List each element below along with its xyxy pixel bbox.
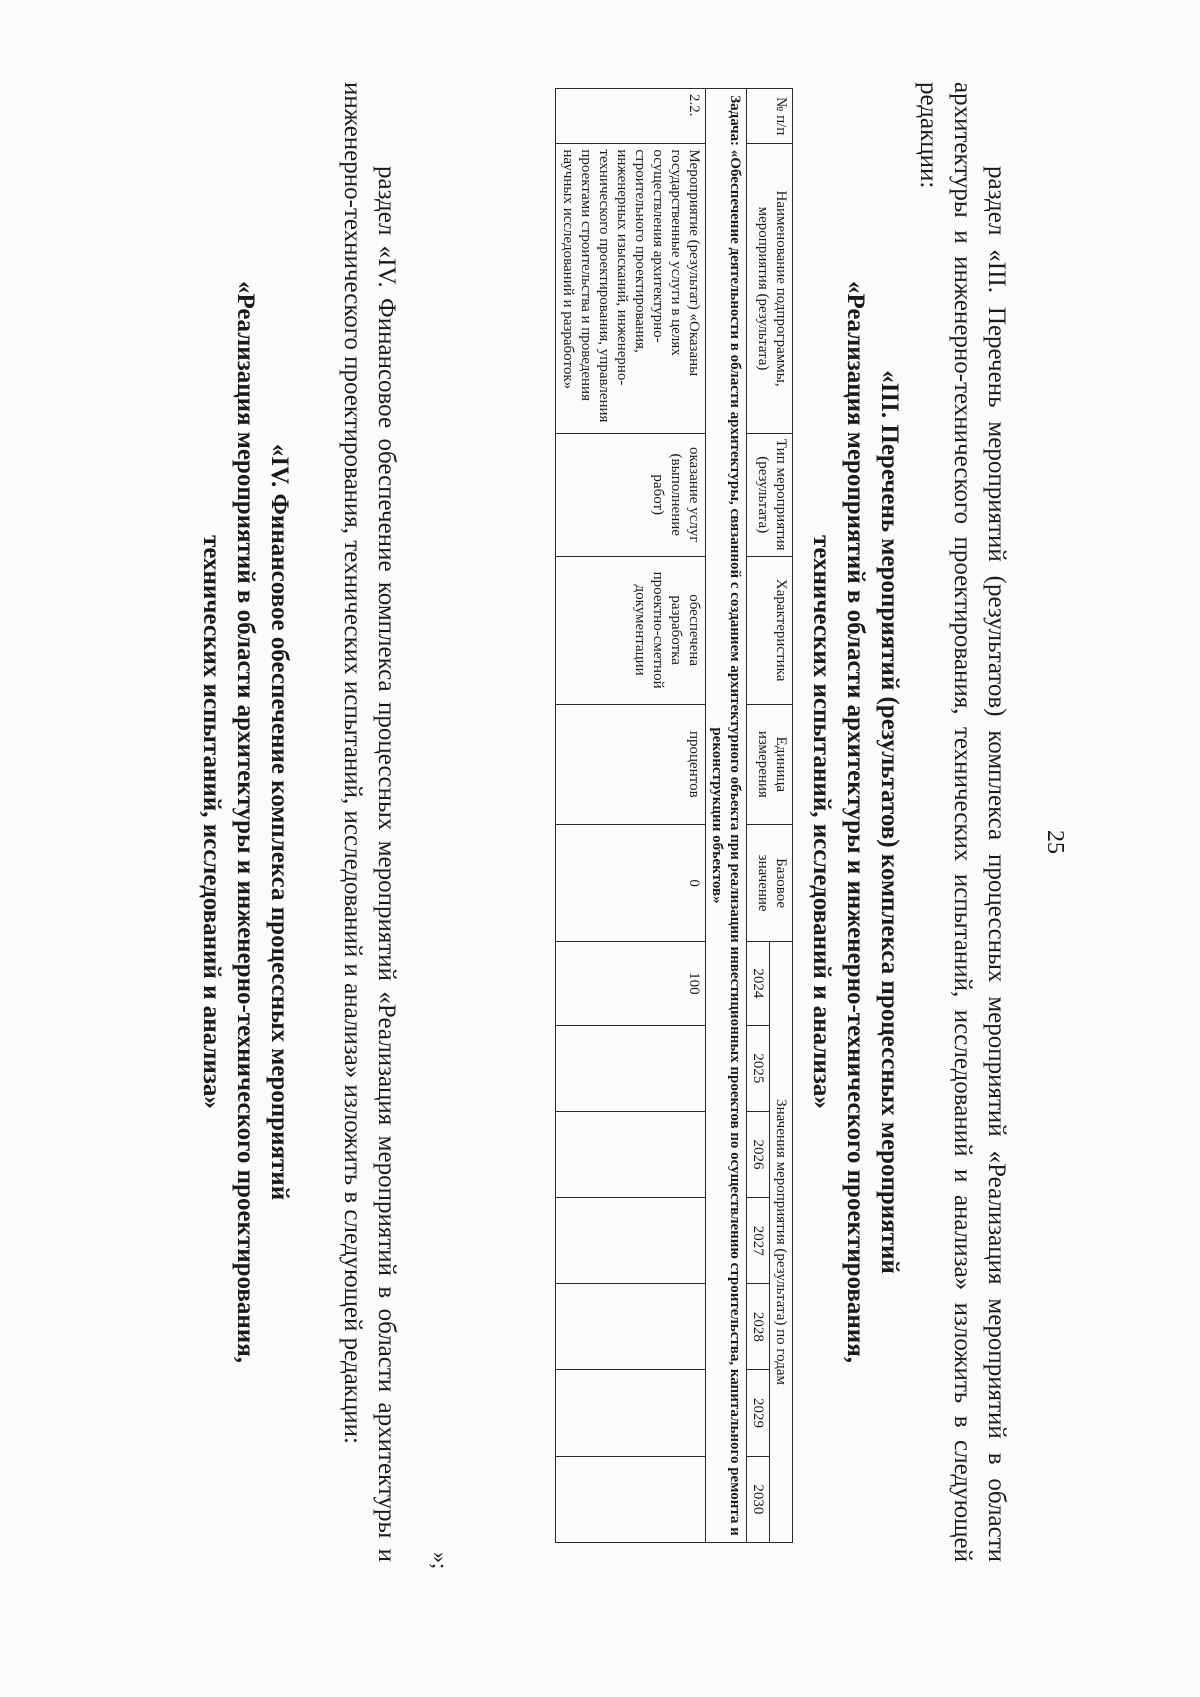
page-number: 25 xyxy=(1042,830,1068,854)
table-row xyxy=(556,89,706,1543)
section-4-heading-line-1: «IV. Финансовое обеспечение комплекса процессных мероприятий xyxy=(266,443,293,1201)
section-3-heading xyxy=(804,82,906,1562)
row-value: 100 xyxy=(556,942,706,1026)
row-unit: процентов xyxy=(556,704,706,825)
section-3-heading-line-2: «Реализация мероприятий в области архитектуры и инженерно-технического проектирования, xyxy=(842,280,869,1363)
header-base: Базовое значение xyxy=(747,825,793,942)
section-3-intro-text: раздел «III. Перечень мероприятий (результатов) комплекса процессных мероприятий «Реализация мероприятий в области архитектуры и инженерно-технического проектирования, технических испытаний, исследований и анализа» изложить в следующей редакции: xyxy=(915,82,1010,1562)
row-value xyxy=(556,1025,706,1111)
section-4-intro-text: раздел «IV. Финансовое обеспечение комплекса процессных мероприятий «Реализация мероприятий в области архитектуры и инженерно-технического проектирования, технических испытаний, исследований и анализа» изложить в следующей редакции: xyxy=(339,82,400,1562)
header-name: Наименование подпрограммы, мероприятия (результата) xyxy=(747,144,793,433)
header-type: Тип мероприятия (результата) xyxy=(747,433,793,556)
table-end-mark: »; xyxy=(428,1552,453,1570)
section-3-intro xyxy=(911,82,1013,1562)
table-header-row xyxy=(770,89,793,1543)
activities-table xyxy=(555,88,793,1543)
row-base: 0 xyxy=(556,825,706,942)
header-year: 2028 xyxy=(747,1284,770,1370)
row-characteristic: обеспечена разработка проектно-сметной документации xyxy=(556,556,706,704)
row-value xyxy=(556,1198,706,1284)
section-3-heading-line-3: технических испытаний, исследований и анализа» xyxy=(808,535,835,1109)
header-characteristic: Характеристика xyxy=(747,556,793,704)
row-num: 2.2. xyxy=(556,89,706,144)
row-type: оказание услуг (выполнение работ) xyxy=(556,433,706,556)
row-name: Мероприятие (результат) «Оказаны государственные услуги в целях осуществления архитектурно-строительного проектирования, инженерных изысканий, инженерно-технического проектирования, управления проектами строительства и проведения научных исследований и разработок» xyxy=(556,144,706,433)
header-year: 2026 xyxy=(747,1111,770,1197)
section-4-intro xyxy=(335,82,403,1562)
row-value xyxy=(556,1370,706,1456)
header-year: 2024 xyxy=(747,942,770,1026)
row-value xyxy=(556,1456,706,1542)
header-year: 2030 xyxy=(747,1456,770,1542)
header-unit: Единица измерения xyxy=(747,704,793,825)
header-year: 2027 xyxy=(747,1198,770,1284)
header-year: 2029 xyxy=(747,1370,770,1456)
header-year: 2025 xyxy=(747,1025,770,1111)
row-value xyxy=(556,1111,706,1197)
section-4-heading xyxy=(194,82,296,1562)
section-4-heading-line-3: технических испытаний, исследований и анализа» xyxy=(198,535,225,1109)
task-row xyxy=(706,89,747,1543)
section-4-heading-line-2: «Реализация мероприятий в области архитектуры и инженерно-технического проектирования, xyxy=(232,280,259,1363)
section-3-heading-line-1: «III. Перечень мероприятий (результатов) комплекса процессных мероприятий xyxy=(876,370,903,1274)
header-values-group: Значения мероприятия (результата) по годам xyxy=(770,942,793,1543)
header-num: № п/п xyxy=(747,89,793,144)
task-cell: Задача: «Обеспечение деятельности в области архитектуры, связанной с созданием архитектурного объекта при реализации инвестиционных проектов по осуществлению строительства, капитального ремонта и реконструкции объектов» xyxy=(706,89,747,1543)
row-value xyxy=(556,1284,706,1370)
rotated-content xyxy=(198,82,1188,1602)
